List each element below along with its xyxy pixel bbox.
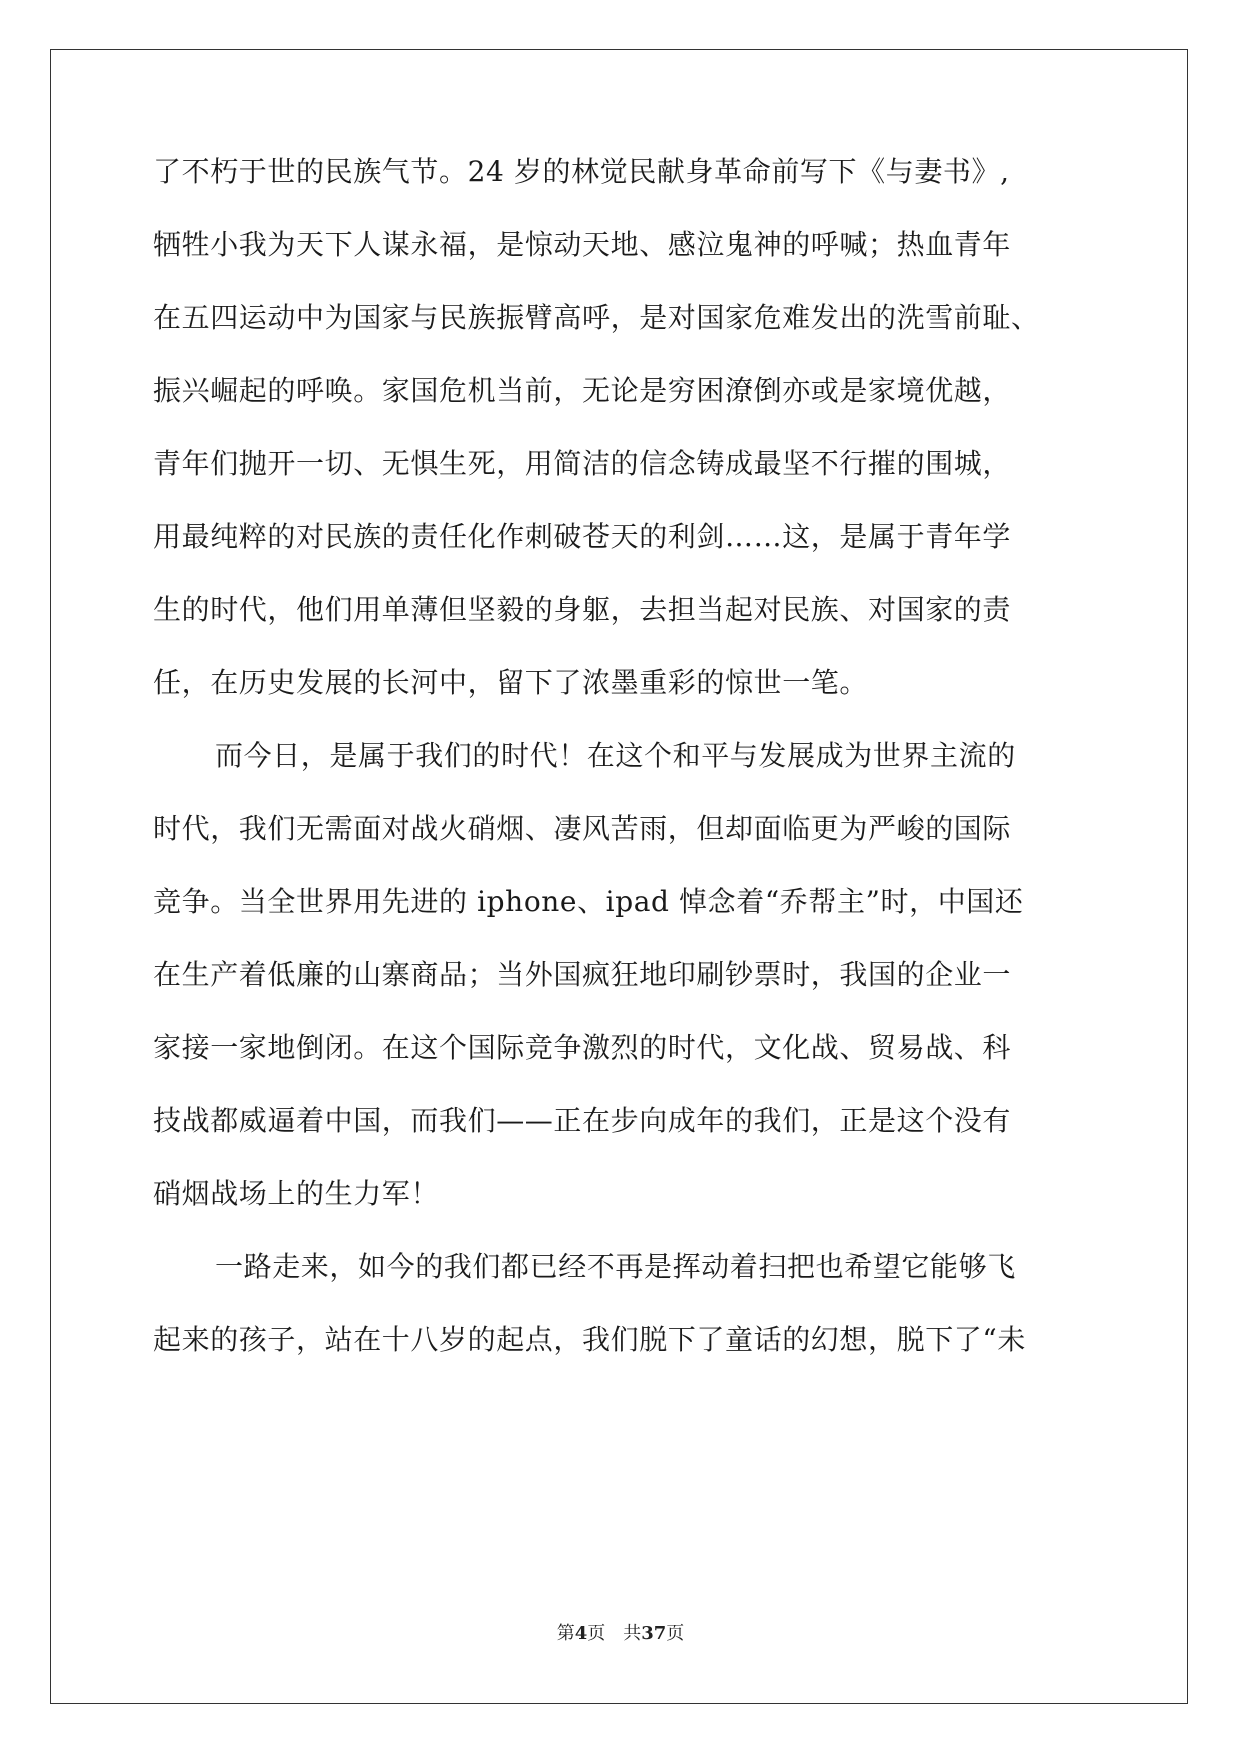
paragraph-line: 时代，我们无需面对战火硝烟、凄风苦雨，但却面临更为严峻的国际 [153, 812, 1012, 845]
paragraph-line: 而今日，是属于我们的时代！在这个和平与发展成为世界主流的 [215, 739, 1016, 772]
page-unit: 页 [587, 1623, 606, 1644]
total-prefix: 共 [623, 1623, 642, 1644]
paragraph-line: 用最纯粹的对民族的责任化作刺破苍天的利剑……这，是属于青年学 [153, 520, 1012, 553]
paragraph-line: 振兴崛起的呼唤。家国危机当前，无论是穷困潦倒亦或是家境优越， [153, 374, 1012, 407]
paragraph-line: 竞争。当全世界用先进的 iphone、ipad 悼念着“乔帮主”时，中国还 [153, 885, 1024, 918]
paragraph-line: 硝烟战场上的生力军！ [153, 1177, 440, 1210]
page-total: 37 [641, 1623, 667, 1644]
paragraph-line: 在生产着低廉的山寨商品；当外国疯狂地印刷钞票时，我国的企业一 [153, 958, 1012, 991]
paragraph-line: 生的时代，他们用单薄但坚毅的身躯，去担当起对民族、对国家的责 [153, 593, 1012, 626]
paragraph-line: 在五四运动中为国家与民族振臂高呼，是对国家危难发出的洗雪前耻、 [153, 301, 1040, 334]
paragraph-line: 技战都威逼着中国，而我们——正在步向成年的我们，正是这个没有 [153, 1104, 1012, 1137]
paragraph-line: 了不朽于世的民族气节。24 岁的林觉民献身革命前写下《与妻书》, [153, 155, 1010, 188]
paragraph-line: 家接一家地倒闭。在这个国际竞争激烈的时代，文化战、贸易战、科 [153, 1031, 1012, 1064]
total-unit: 页 [666, 1623, 685, 1644]
page-current: 4 [574, 1623, 588, 1644]
paragraph-line: 起来的孩子，站在十八岁的起点，我们脱下了童话的幻想，脱下了“未 [153, 1323, 1026, 1356]
page-footer [0, 1622, 1241, 1646]
page-prefix: 第 [556, 1623, 575, 1644]
paragraph-line: 青年们抛开一切、无惧生死，用简洁的信念铸成最坚不行摧的围城， [153, 447, 1012, 480]
paragraph-line: 任，在历史发展的长河中，留下了浓墨重彩的惊世一笔。 [153, 666, 869, 699]
paragraph-line: 牺牲小我为天下人谋永福，是惊动天地、感泣鬼神的呼喊；热血青年 [153, 228, 1012, 261]
paragraph-line: 一路走来，如今的我们都已经不再是挥动着扫把也希望它能够飞 [215, 1250, 1016, 1283]
